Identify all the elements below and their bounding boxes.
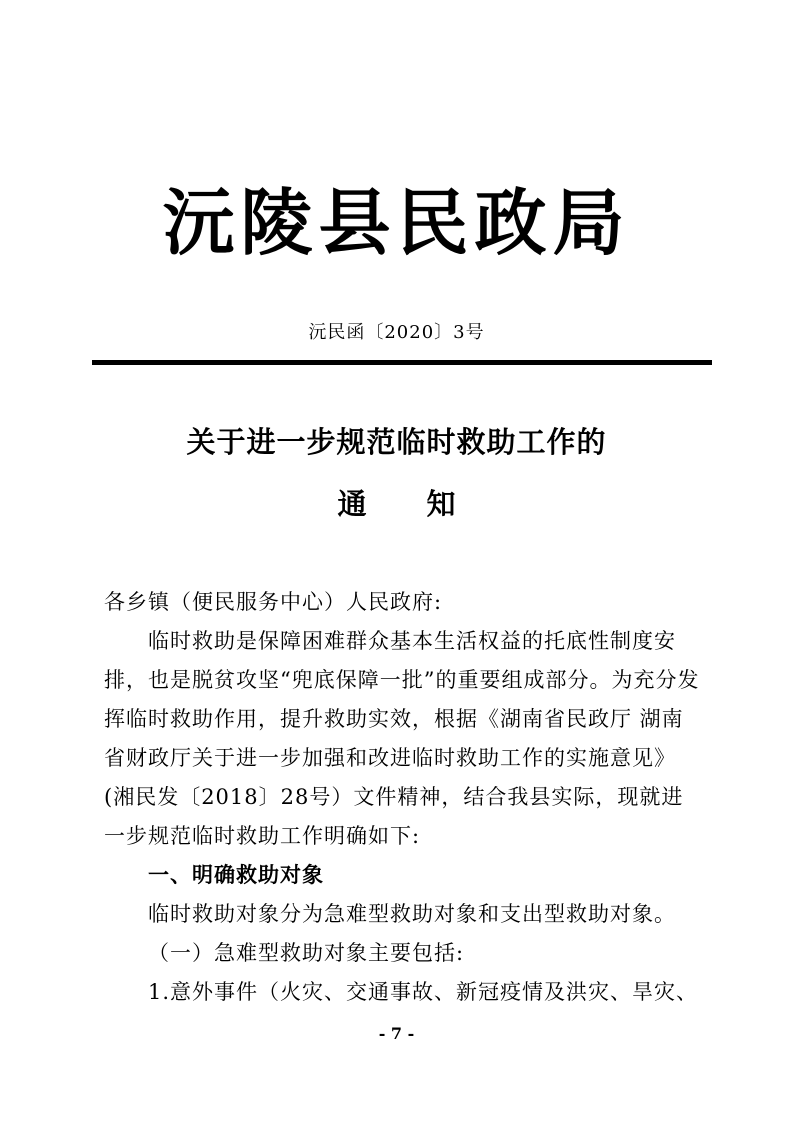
- header-rule: [92, 360, 712, 365]
- paragraph-recipients: 临时救助对象分为急难型救助对象和支出型救助对象。: [148, 902, 676, 926]
- notice-subtitle: 通知: [337, 487, 516, 521]
- notice-title: 关于进一步规范临时救助工作的: [186, 425, 607, 459]
- salutation: 各乡镇（便民服务中心）人民政府:: [104, 590, 443, 614]
- org-title: 沅陵县民政局: [162, 180, 631, 265]
- page-number: - 7 -: [378, 1024, 415, 1043]
- list-item-emergency: （一）急难型救助对象主要包括:: [148, 941, 465, 965]
- list-item-accident: 1.意外事件（火灾、交通事故、新冠疫情及洪灾、旱灾、: [148, 980, 699, 1004]
- document-number: 沅民函〔2020〕3号: [308, 322, 485, 343]
- paragraph-intro: 临时救助是保障困难群众基本生活权益的托底性制度安排，也是脱贫攻坚“兜底保障一批”的重要组成部分。为充分发挥临时救助作用，提升救助实效，根据《湖南省民政厅 湖南省财政厅关于进一步加强和改进临时救助工作的实施意见》(湘民发〔2018〕28号）文件精神，结合我县实际，现就进一步规范临时救助工作明确如下:: [104, 629, 700, 848]
- body-text: [104, 583, 700, 1012]
- section-heading: 一、明确救助对象: [148, 863, 324, 887]
